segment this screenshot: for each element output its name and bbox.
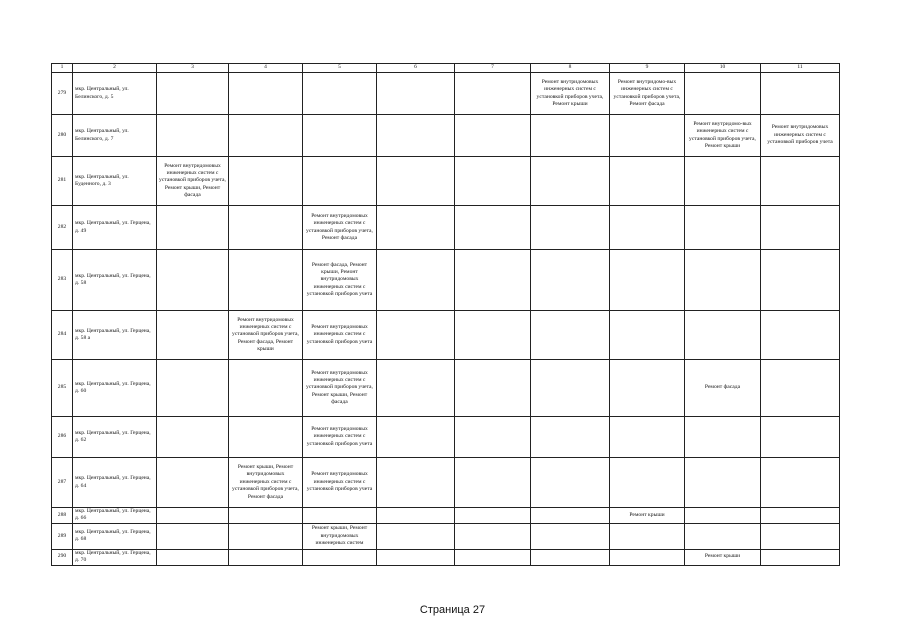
work-cell-col-5: [303, 508, 377, 524]
work-cell-col-8: [531, 458, 610, 508]
work-cell-col-10: [685, 206, 761, 250]
work-cell-col-3: [157, 523, 229, 549]
work-cell-col-8: Ремонт внутридомовых инженерных систем с установкой приборов учета, Ремонт крыши: [531, 73, 610, 115]
column-number-8: 8: [531, 64, 610, 73]
work-cell-col-9: [610, 157, 685, 206]
work-cell-col-3: [157, 73, 229, 115]
row-number: 288: [52, 508, 73, 524]
work-cell-col-10: [685, 523, 761, 549]
table-row: [52, 157, 840, 206]
work-cell-col-5: Ремонт внутридомовых инженерных систем с установкой приборов учета: [303, 417, 377, 458]
work-cell-col-4: [229, 115, 303, 157]
work-cell-col-9: [610, 458, 685, 508]
work-cell-col-9: [610, 206, 685, 250]
work-cell-col-10: [685, 73, 761, 115]
work-cell-col-6: [377, 311, 455, 360]
work-cell-col-3: Ремонт внутридомовых инженерных систем с установкой приборов учета, Ремонт крыши, Ремонт фасада: [157, 157, 229, 206]
table-row: [52, 250, 840, 311]
table-row: [52, 311, 840, 360]
work-cell-col-6: [377, 360, 455, 417]
work-cell-col-4: [229, 417, 303, 458]
work-cell-col-9: [610, 115, 685, 157]
column-number-3: 3: [157, 64, 229, 73]
work-cell-col-7: [455, 73, 531, 115]
work-cell-col-10: [685, 458, 761, 508]
column-number-6: 6: [377, 64, 455, 73]
work-cell-col-10: Ремонт внутридомо-вых инженерных систем с установкой приборов учета, Ремонт крыши: [685, 115, 761, 157]
work-cell-col-7: [455, 508, 531, 524]
work-cell-col-4: [229, 73, 303, 115]
work-cell-col-7: [455, 549, 531, 565]
row-number: 286: [52, 417, 73, 458]
work-cell-col-7: [455, 458, 531, 508]
work-cell-col-5: Ремонт крыши, Ремонт внутридомовых инженерных систем: [303, 523, 377, 549]
address-cell: мкр. Центральный, ул. Герцена, д. 62: [73, 417, 157, 458]
column-number-11: 11: [761, 64, 840, 73]
row-number: 281: [52, 157, 73, 206]
work-cell-col-5: Ремонт внутридомовых инженерных систем с установкой приборов учета, Ремонт крыши, Ремонт фасада: [303, 360, 377, 417]
work-cell-col-8: [531, 360, 610, 417]
address-cell: мкр. Центральный, ул. Герцена, д. 64: [73, 458, 157, 508]
work-cell-col-11: [761, 523, 840, 549]
table-row: [52, 458, 840, 508]
row-number: 289: [52, 523, 73, 549]
work-cell-col-5: [303, 157, 377, 206]
work-cell-col-3: [157, 458, 229, 508]
work-cell-col-11: [761, 206, 840, 250]
work-cell-col-9: [610, 250, 685, 311]
work-cell-col-7: [455, 523, 531, 549]
work-cell-col-3: [157, 508, 229, 524]
work-cell-col-4: [229, 206, 303, 250]
work-cell-col-6: [377, 115, 455, 157]
work-cell-col-11: [761, 311, 840, 360]
row-number: 287: [52, 458, 73, 508]
work-cell-col-7: [455, 311, 531, 360]
work-cell-col-4: Ремонт внутридомовых инженерных систем с установкой приборов учета, Ремонт фасада, Ремонт крыши: [229, 311, 303, 360]
work-cell-col-8: [531, 549, 610, 565]
work-cell-col-3: [157, 549, 229, 565]
work-cell-col-11: [761, 73, 840, 115]
work-cell-col-5: [303, 549, 377, 565]
work-cell-col-8: [531, 523, 610, 549]
address-cell: мкр. Центральный, ул. Герцена, д. 58 а: [73, 311, 157, 360]
work-cell-col-9: [610, 549, 685, 565]
work-cell-col-7: [455, 206, 531, 250]
work-cell-col-10: [685, 417, 761, 458]
row-number: 279: [52, 73, 73, 115]
table-row: [52, 549, 840, 565]
work-cell-col-11: [761, 360, 840, 417]
address-cell: мкр. Центральный, ул. Герцена, д. 49: [73, 206, 157, 250]
address-cell: мкр. Центральный, ул. Герцена, д. 68: [73, 523, 157, 549]
work-cell-col-6: [377, 73, 455, 115]
work-cell-col-3: [157, 250, 229, 311]
work-cell-col-9: [610, 360, 685, 417]
work-cell-col-11: [761, 250, 840, 311]
work-cell-col-3: [157, 311, 229, 360]
column-number-10: 10: [685, 64, 761, 73]
work-cell-col-11: [761, 458, 840, 508]
work-cell-col-4: [229, 549, 303, 565]
work-cell-col-3: [157, 206, 229, 250]
row-number: 283: [52, 250, 73, 311]
work-cell-col-6: [377, 417, 455, 458]
work-cell-col-10: Ремонт крыши: [685, 549, 761, 565]
work-cell-col-10: [685, 157, 761, 206]
work-cell-col-9: [610, 311, 685, 360]
row-number: 285: [52, 360, 73, 417]
row-number: 284: [52, 311, 73, 360]
work-cell-col-10: [685, 250, 761, 311]
work-cell-col-7: [455, 157, 531, 206]
work-cell-col-4: [229, 250, 303, 311]
work-cell-col-6: [377, 157, 455, 206]
row-number: 280: [52, 115, 73, 157]
address-cell: мкр. Центральный, ул. Белинского, д. 5: [73, 73, 157, 115]
work-cell-col-10: [685, 508, 761, 524]
work-cell-col-11: Ремонт внутридомовых инженерных систем с установкой приборов учета: [761, 115, 840, 157]
work-cell-col-6: [377, 458, 455, 508]
table-row: [52, 115, 840, 157]
column-number-5: 5: [303, 64, 377, 73]
work-cell-col-6: [377, 523, 455, 549]
page-number: Страница 27: [419, 604, 486, 616]
work-cell-col-11: [761, 549, 840, 565]
address-cell: мкр. Центральный, ул. Герцена, д. 60: [73, 360, 157, 417]
work-cell-col-8: [531, 157, 610, 206]
work-cell-col-5: [303, 73, 377, 115]
table-row: [52, 508, 840, 524]
work-cell-col-11: [761, 157, 840, 206]
work-cell-col-10: [685, 311, 761, 360]
table-row: [52, 523, 840, 549]
column-number-row: [52, 64, 840, 73]
work-cell-col-4: Ремонт крыши, Ремонт внутридомовых инженерных систем с установкой приборов учета, Ремонт фасада: [229, 458, 303, 508]
column-number-7: 7: [455, 64, 531, 73]
work-cell-col-5: Ремонт фасада, Ремонт крыши, Ремонт внутридомовых инженерных систем с установкой приборов учета: [303, 250, 377, 311]
table-row: [52, 360, 840, 417]
schedule-table: [51, 63, 840, 566]
work-cell-col-8: [531, 311, 610, 360]
work-cell-col-8: [531, 115, 610, 157]
work-cell-col-7: [455, 360, 531, 417]
address-cell: мкр. Центральный, ул. Белинского, д. 7: [73, 115, 157, 157]
work-cell-col-7: [455, 250, 531, 311]
address-cell: мкр. Центральный, ул. Герцена, д. 58: [73, 250, 157, 311]
column-number-2: 2: [73, 64, 157, 73]
work-cell-col-9: [610, 523, 685, 549]
work-cell-col-9: [610, 417, 685, 458]
work-cell-col-3: [157, 360, 229, 417]
table-row: [52, 206, 840, 250]
column-number-4: 4: [229, 64, 303, 73]
work-cell-col-4: [229, 157, 303, 206]
row-number: 290: [52, 549, 73, 565]
work-cell-col-4: [229, 360, 303, 417]
work-cell-col-6: [377, 549, 455, 565]
work-cell-col-8: [531, 508, 610, 524]
work-cell-col-11: [761, 417, 840, 458]
work-cell-col-7: [455, 115, 531, 157]
work-cell-col-11: [761, 508, 840, 524]
work-cell-col-9: Ремонт крыши: [610, 508, 685, 524]
column-number-1: 1: [52, 64, 73, 73]
work-cell-col-6: [377, 206, 455, 250]
work-cell-col-7: [455, 417, 531, 458]
work-cell-col-5: Ремонт внутридомовых инженерных систем с установкой приборов учета: [303, 311, 377, 360]
table-row: [52, 73, 840, 115]
column-number-9: 9: [610, 64, 685, 73]
work-cell-col-5: [303, 115, 377, 157]
work-cell-col-3: [157, 417, 229, 458]
work-cell-col-4: [229, 523, 303, 549]
work-cell-col-4: [229, 508, 303, 524]
work-cell-col-5: Ремонт внутридомовых инженерных систем с установкой приборов учета: [303, 458, 377, 508]
work-cell-col-5: Ремонт внутридомовых инженерных систем с установкой приборов учета, Ремонт фасада: [303, 206, 377, 250]
address-cell: мкр. Центральный, ул. Герцена, д. 66: [73, 508, 157, 524]
row-number: 282: [52, 206, 73, 250]
work-cell-col-10: Ремонт фасада: [685, 360, 761, 417]
work-cell-col-9: Ремонт внутридомо-вых инженерных систем с установкой приборов учета, Ремонт фасада: [610, 73, 685, 115]
address-cell: мкр. Центральный, ул. Герцена, д. 70: [73, 549, 157, 565]
address-cell: мкр. Центральный, ул. Буденного, д. 3: [73, 157, 157, 206]
work-cell-col-6: [377, 250, 455, 311]
work-cell-col-8: [531, 250, 610, 311]
work-cell-col-8: [531, 206, 610, 250]
work-cell-col-6: [377, 508, 455, 524]
work-cell-col-8: [531, 417, 610, 458]
work-cell-col-3: [157, 115, 229, 157]
table-row: [52, 417, 840, 458]
